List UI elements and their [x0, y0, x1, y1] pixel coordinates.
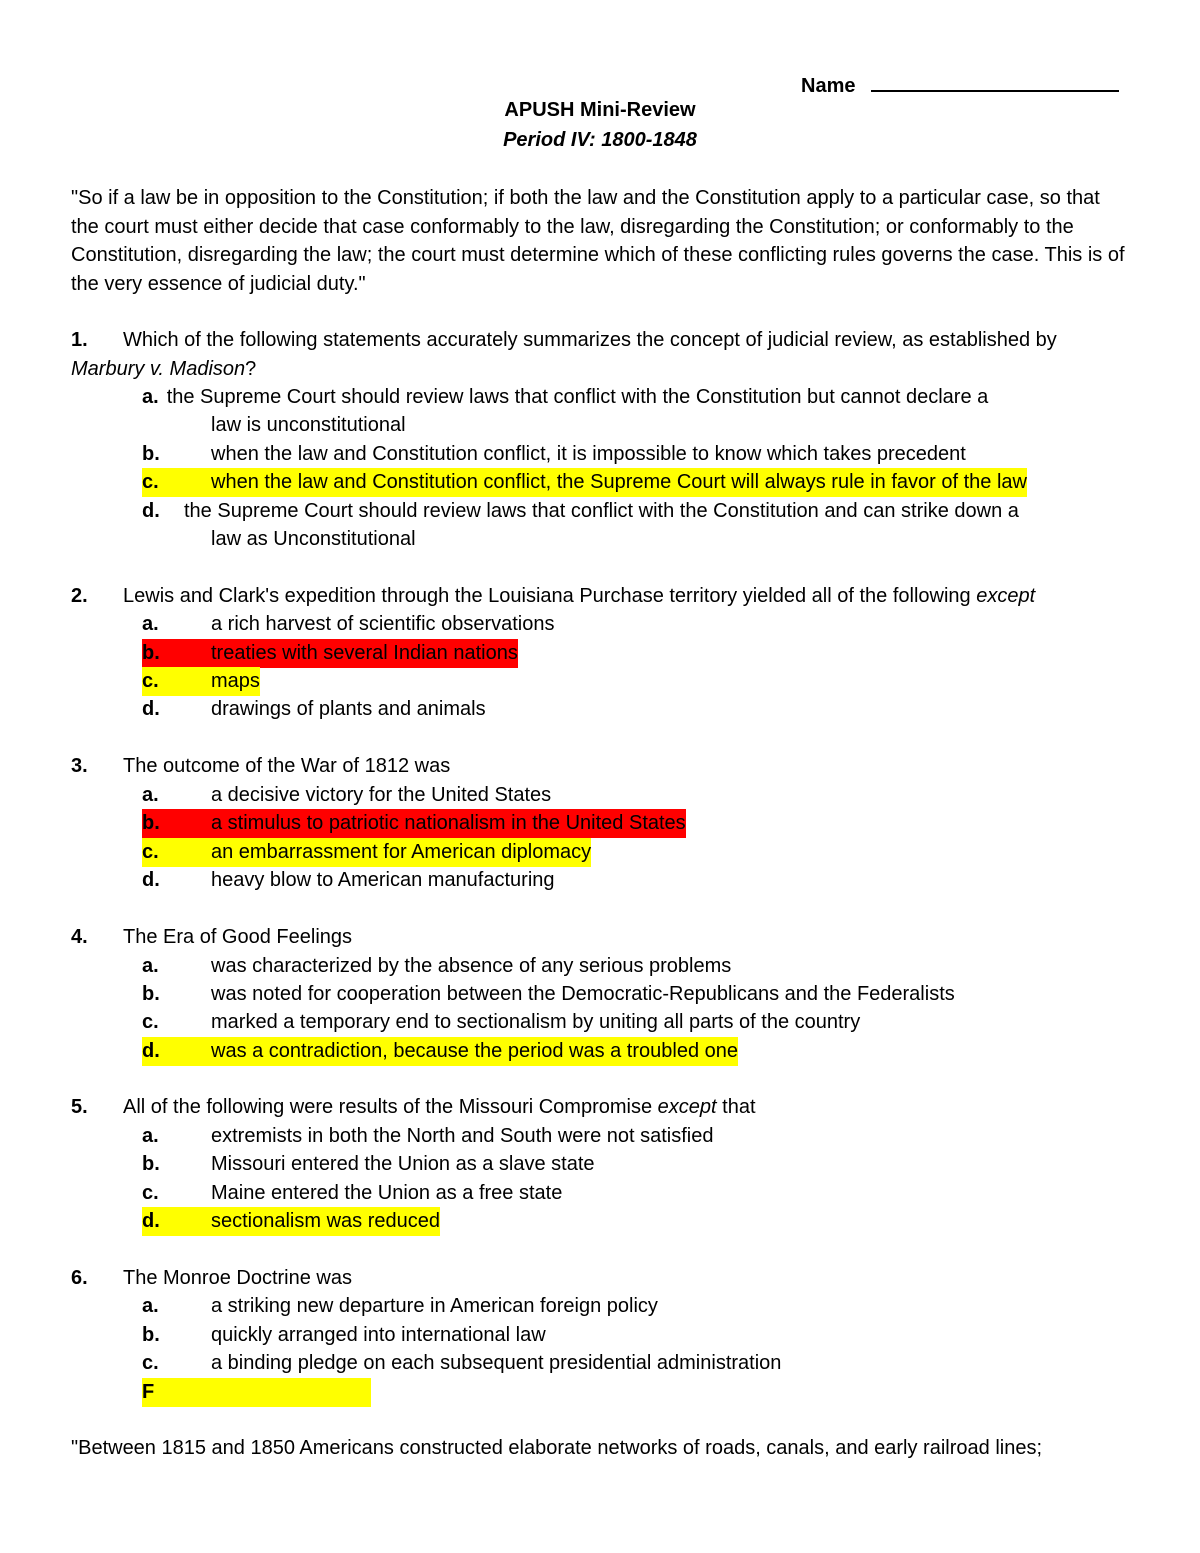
option-2b: [142, 639, 518, 668]
option-4b: [142, 980, 955, 1009]
option-letter: b.: [142, 1324, 160, 1346]
option-letter: b.: [142, 983, 160, 1005]
option-letter: b.: [142, 812, 160, 834]
question-prompt-italic: Marbury v. Madison: [71, 357, 246, 380]
option-text: a rich harvest of scientific observations: [211, 613, 555, 635]
question-prompt: All of the following were results of the Missouri Compromise: [123, 1096, 658, 1118]
option-1d: [142, 497, 1019, 526]
option-text: drawings of plants and animals: [211, 698, 486, 720]
question-number: 6.: [71, 1267, 88, 1289]
option-6f: [142, 1378, 371, 1407]
option-text: an embarrassment for American diplomacy: [211, 841, 592, 863]
option-4a: [142, 952, 731, 981]
name-label: Name: [801, 75, 856, 97]
option-3b: [142, 809, 686, 838]
option-5d: [142, 1207, 440, 1236]
option-3c: [142, 838, 591, 867]
question-number: 2.: [71, 585, 88, 607]
option-letter: c.: [142, 1182, 159, 1204]
name-field: [801, 72, 1119, 98]
option-letter: d.: [142, 1210, 160, 1232]
option-text: a striking new departure in American foreign policy: [211, 1295, 658, 1317]
option-text: Maine entered the Union as a free state: [211, 1182, 563, 1204]
option-letter: F: [142, 1381, 155, 1403]
option-letter: a.: [142, 386, 159, 408]
option-letter: a.: [142, 1295, 159, 1317]
page-title: APUSH Mini-Review: [504, 99, 696, 121]
option-text: a decisive victory for the United States: [211, 784, 552, 806]
option-letter: c.: [142, 1011, 159, 1033]
option-letter: b.: [142, 443, 160, 465]
option-5a: [142, 1122, 714, 1151]
question-prompt-end: that: [716, 1096, 756, 1118]
option-text: was noted for cooperation between the Democratic-Republicans and the Federalists: [211, 983, 955, 1005]
option-text: a binding pledge on each subsequent presidential administration: [211, 1352, 782, 1374]
option-text: heavy blow to American manufacturing: [211, 869, 555, 891]
option-text: maps: [211, 670, 260, 692]
question-prompt: The outcome of the War of 1812 was: [123, 755, 451, 777]
option-1b: [142, 440, 966, 469]
option-text: when the law and Constitution conflict, the Supreme Court will always rule in favor of the law: [211, 471, 1027, 493]
page-subtitle: Period IV: 1800-1848: [503, 129, 697, 151]
question-prompt-end: ?: [245, 357, 257, 380]
option-2d: [142, 695, 486, 724]
question-prompt-italic: except: [976, 585, 1036, 607]
option-text: sectionalism was reduced: [211, 1210, 440, 1232]
option-letter: a.: [142, 1125, 159, 1147]
option-text: the Supreme Court should review laws that conflict with the Constitution and can strike down a: [184, 500, 1019, 522]
name-blank-line: [871, 72, 1119, 92]
option-3a: [142, 781, 551, 810]
question-number: 3.: [71, 755, 88, 777]
question-3: [71, 752, 1131, 781]
option-letter: c.: [142, 1352, 159, 1374]
question-number: 1.: [71, 329, 88, 351]
option-6c: [142, 1349, 781, 1378]
option-letter: a.: [142, 613, 159, 635]
option-4c: [142, 1008, 860, 1037]
option-text: was a contradiction, because the period was a troubled one: [211, 1040, 739, 1062]
option-letter: d.: [142, 698, 160, 720]
question-prompt: The Monroe Doctrine was: [123, 1267, 352, 1289]
option-letter: a.: [142, 955, 159, 977]
question-2: [71, 582, 1131, 611]
option-1d-continued: law as Unconstitutional: [211, 528, 416, 550]
option-3d: [142, 866, 555, 895]
option-letter: a.: [142, 784, 159, 806]
option-5c: [142, 1179, 562, 1208]
option-letter: c.: [142, 471, 159, 493]
option-text: treaties with several Indian nations: [211, 642, 518, 664]
option-letter: c.: [142, 841, 159, 863]
option-text: quickly arranged into international law: [211, 1324, 546, 1346]
option-1c: [142, 468, 1027, 497]
question-4: [71, 923, 1131, 952]
option-text: when the law and Constitution conflict, it is impossible to know which takes precedent: [211, 443, 966, 465]
option-2c: [142, 667, 260, 696]
option-text: was characterized by the absence of any serious problems: [211, 955, 732, 977]
option-letter: d.: [142, 1040, 160, 1062]
option-2a: [142, 610, 555, 639]
question-prompt-italic: except: [657, 1096, 717, 1118]
question-prompt: Which of the following statements accurately summarizes the concept of judicial review, as established by: [123, 329, 1057, 351]
option-5b: [142, 1150, 595, 1179]
question-1: [71, 326, 1131, 383]
question-number: 5.: [71, 1096, 88, 1118]
option-text: marked a temporary end to sectionalism by uniting all parts of the country: [211, 1011, 861, 1033]
option-text: a stimulus to patriotic nationalism in the United States: [211, 812, 686, 834]
question-prompt: The Era of Good Feelings: [123, 926, 353, 948]
question-5: [71, 1093, 1131, 1122]
option-letter: c.: [142, 670, 159, 692]
option-6b: [142, 1321, 546, 1350]
option-letter: d.: [142, 500, 160, 522]
option-letter: b.: [142, 642, 160, 664]
question-6: [71, 1264, 1131, 1293]
option-text: Missouri entered the Union as a slave state: [211, 1153, 595, 1175]
question-prompt: Lewis and Clark's expedition through the Louisiana Purchase territory yielded all of the following: [123, 585, 977, 607]
option-letter: d.: [142, 869, 160, 891]
option-letter: b.: [142, 1153, 160, 1175]
option-1a: [142, 383, 988, 412]
option-1a-continued: law is unconstitutional: [211, 414, 406, 436]
option-text: extremists in both the North and South were not satisfied: [211, 1125, 714, 1147]
option-4d: [142, 1037, 738, 1066]
question-number: 4.: [71, 926, 88, 948]
closing-quote: "Between 1815 and 1850 Americans constructed elaborate networks of roads, canals, and early railroad lines;: [71, 1437, 1043, 1459]
intro-quote: "So if a law be in opposition to the Constitution; if both the law and the Constitution apply to a particular case, so that the court must either decide that case conformably to the law, disregarding the Constitution; or conformably to the Constitution, disregarding the law; the court must determine which of these conflicting rules governs the case. This is of the very essence of judicial duty.": [71, 187, 1125, 295]
option-6a: [142, 1292, 658, 1321]
option-text: the Supreme Court should review laws that conflict with the Constitution but cannot declare a: [166, 386, 989, 408]
